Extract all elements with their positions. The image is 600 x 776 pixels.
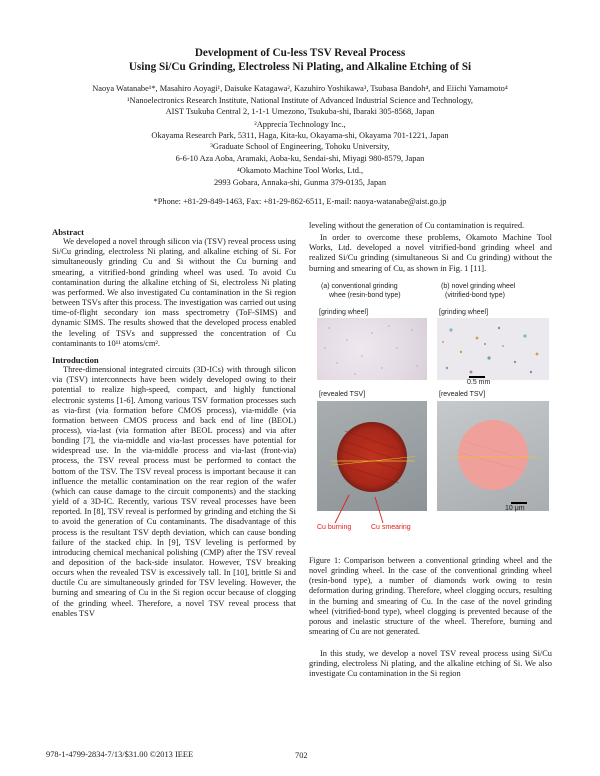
right-paragraph-3: In this study, we develop a novel TSV reveal process using Si/Cu grinding, electroless Ni plating, and the alkaline etching of Si. We also investigate Cu contamination in the Si region bbox=[309, 649, 552, 679]
cu-smearing-label: Cu smearing bbox=[371, 524, 411, 531]
right-column-bottom bbox=[309, 649, 552, 679]
resin-bond-wheel-image bbox=[317, 318, 427, 380]
affiliation-line: ⁴Okamoto Machine Tool Works, Ltd., bbox=[236, 166, 364, 175]
figure-1-caption: Figure 1: Comparison between a conventional grinding wheel and the novel grinding wheel. In the case of the conventional grinding wheel (resin-bond type), a number of diamonds work owing to resin deformation during grinding. Therefore, wheel clogging occurs, resulting in the burning and smearing of Cu. In the case of the novel grinding wheel (vitrified-bond type), wheel clogging is prevented because of the porous and inelastic structure of the wheel. Therefore, burning and smearing of Cu are not generated. bbox=[309, 556, 552, 637]
revealed-tsv-label-a: [revealed TSV] bbox=[319, 391, 366, 398]
abstract-text: We developed a novel through silicon via (TSV) reveal process using Si/Cu grinding, electroless Ni plating, and alkaline etching of Si. For simultaneously grinding Cu and Si without the Cu burning and smearing, a vitrified-bond grinding wheel was used. To avoid Cu contamination during the alkaline etching of Si, electroless Ni plating was performed. We also investigated Cu contamination in the Si region between TSVs after this process. The investigation was carried out using time-of-flight secondary ion mass spectrometry (ToF-SIMS) and dynamic SIMS. The results showed that the developed process enabled the leveling of TSVs and suppressed the concentration of Cu contaminants to 10¹¹ atoms/cm². bbox=[52, 237, 296, 348]
right-paragraph-2: In order to overcome these problems, Okamoto Machine Tool Works, Ltd. developed a novel vitrified-bond grinding wheel and realized Si/Cu grinding (simultaneous Si and Cu grinding) without the burning and smearing of Cu, as shown in Fig. 1 [11]. bbox=[309, 233, 552, 273]
scale-bar-bottom-label: 10 μm bbox=[505, 505, 525, 512]
label-b-line1: (b) novel grinding wheel bbox=[441, 283, 516, 290]
introduction-heading: Introduction bbox=[52, 354, 99, 365]
left-column bbox=[52, 227, 296, 619]
grinding-wheel-label-b: [grinding wheel] bbox=[439, 309, 489, 316]
label-a-line1: (a) conventional grinding bbox=[321, 283, 398, 290]
cu-burning-label: Cu burning bbox=[317, 524, 352, 531]
label-b-line2: (vitrified-bond type) bbox=[445, 292, 505, 299]
affiliation-line: Okayama Research Park, 5311, Haga, Kita-ku, Okayama-shi, Okayama 701-1221, Japan bbox=[151, 131, 449, 140]
footer-copyright: 978-1-4799-2834-7/13/$31.00 ©2013 IEEE bbox=[46, 750, 194, 759]
introduction-text: Three-dimensional integrated circuits (3D-ICs) with through silicon via (TSV) interconnects have been widely developed owing to their potential to realize high-speed, compact, and highly functional electronic systems [1-6]. Among various TSV formation processes such as via-first (via formation before CMOS process), via-middle (via formation between CMOS process and back end of line (BEOL) process), via-last (via formation after BEOL process) and via after bonding [7], the via-middle and via-last processes have potential for widespread use. In the via-middle process and via-last (front-via) process, the TSV reveal process must be performed to contact the bottom of the TSV. The TSV reveal process is important because it can influence the metallic contamination on the rear region of the wafer (which can cause damage to the circuit components) and the stacking yield of a 3D-IC. Recently, various TSV reveal processes have been reported. In [8], TSV reveal is performed by grinding and etching the Si to avoid the generation of Cu contaminants. The disadvantage of this process is the resultant TSV depth deviation, which can cause bonding failure of the stacked chip. In [9], TSV leveling is performed by introducing chemical mechanical polishing (CMP) after the TSV reveal and deposition of the back-side insulator. However, TSV breaking occurs when the revealed TSV is excessively tall. In [10], brittle Si and ductile Cu are simultaneously grinded for TSV leveling. However, the burning and smearing of Cu in the Si region occur because of clogging of the grinding wheel. Therefore, a novel TSV reveal process that enables TSV bbox=[52, 365, 296, 618]
affiliation-line: 6-6-10 Aza Aoba, Aramaki, Aoba-ku, Sendai-shi, Miyagi 980-8579, Japan bbox=[175, 154, 425, 163]
paper-title-line1: Development of Cu-less TSV Reveal Process bbox=[194, 47, 406, 59]
affiliation-line: ²Apprecia Technology Inc., bbox=[254, 120, 346, 129]
scale-bar-top bbox=[469, 376, 485, 378]
label-a-line2: whee (resin-bond type) bbox=[329, 292, 401, 299]
right-column-top bbox=[309, 221, 552, 274]
right-paragraph-1: leveling without the generation of Cu contamination is required. bbox=[309, 221, 525, 230]
scale-bar-top-label: 0.5 mm bbox=[467, 379, 491, 386]
abstract-heading: Abstract bbox=[52, 227, 84, 237]
grinding-wheel-label-a: [grinding wheel] bbox=[319, 309, 369, 316]
author-list: Naoya Watanabe¹*, Masahiro Aoyagi¹, Daisuke Katagawa², Kazuhiro Yoshikawa³, Tsubasa Bandoh⁴, and Eiichi Yamamoto⁴ bbox=[92, 84, 508, 93]
page-number: 702 bbox=[295, 751, 308, 760]
scale-bar-bottom bbox=[511, 502, 527, 504]
revealed-tsv-label-b: [revealed TSV] bbox=[439, 391, 486, 398]
affiliation-line: 2993 Gobara, Annaka-shi, Gunma 379-0135, Japan bbox=[213, 178, 387, 187]
affiliation-line: ¹Nanoelectronics Research Institute, National Institute of Advanced Industrial Science and Technology, bbox=[127, 96, 473, 105]
paper-title-line2: Using Si/Cu Grinding, Electroless Ni Plating, and Alkaline Etching of Si bbox=[128, 61, 472, 73]
figure-1 bbox=[315, 283, 551, 553]
revealed-tsv-image-b bbox=[437, 401, 549, 511]
vitrified-bond-wheel-image bbox=[437, 318, 549, 380]
affiliation-line: ³Graduate School of Engineering, Tohoku University, bbox=[210, 142, 390, 151]
affiliation-line: AIST Tsukuba Central 2, 1-1-1 Umezono, Tsukuba-shi, Ibaraki 305-8568, Japan bbox=[165, 107, 435, 116]
contact-info: *Phone: +81-29-849-1463, Fax: +81-29-862-6511, E-mail: naoya-watanabe@aist.go.jp bbox=[153, 197, 447, 206]
